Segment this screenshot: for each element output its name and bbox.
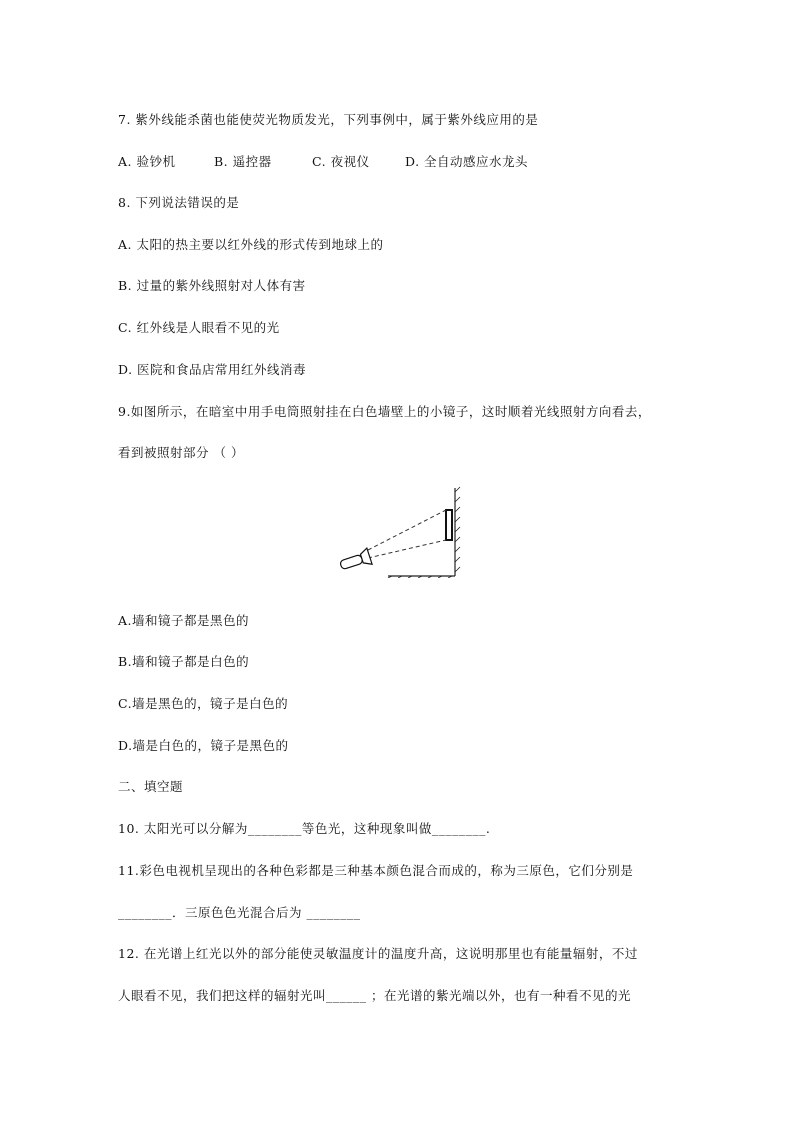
mirror [446, 510, 452, 540]
flashlight-mirror-figure [340, 486, 462, 578]
question-8-option-b: B. 过量的紫外线照射对人体有害 [118, 278, 306, 293]
question-7-option-d: D. 全自动感应水龙头 [405, 154, 529, 169]
question-9-option-d: D.墙是白色的，镜子是黑色的 [118, 738, 289, 753]
question-9-option-a: A.墙和镜子都是黑色的 [118, 613, 250, 628]
question-10: 10. 太阳光可以分解为________等色光，这种现象叫做________. [118, 821, 491, 836]
question-9-stem-line-2: 看到被照射部分 （ ） [118, 445, 244, 460]
question-7-options [118, 152, 528, 170]
question-8-stem: 8. 下列说法错误的是 [118, 195, 240, 210]
question-8-option-c: C. 红外线是人眼看不见的光 [118, 320, 280, 335]
question-8-option-a: A. 太阳的热主要以红外线的形式传到地球上的 [118, 237, 384, 252]
section-2-title: 二、填空题 [118, 779, 184, 794]
question-9-stem-line-1: 9.如图所示，在暗室中用手电筒照射挂在白色墙壁上的小镜子，这时顺着光线照射方向看去， [118, 404, 651, 419]
question-8-option-d: D. 医院和食品店常用红外线消毒 [118, 362, 307, 377]
question-11-line-2: ________．三原色色光混合后为 ________ [118, 905, 361, 920]
question-7-stem: 7. 紫外线能杀菌也能使荧光物质发光，下列事例中，属于紫外线应用的是 [118, 112, 539, 127]
wall-with-hatching [455, 487, 460, 576]
question-9-option-c: C.墙是黑色的，镜子是白色的 [118, 696, 289, 711]
question-7-option-b: B. 遥控器 [214, 154, 272, 169]
flashlight-icon [340, 548, 372, 573]
question-11-line-1: 11.彩色电视机呈现出的各种色彩都是三种基本颜色混合而成的，称为三原色，它们分别是 [118, 863, 634, 878]
floor-with-hatching [388, 576, 455, 578]
question-7-option-a: A. 验钞机 [118, 154, 176, 169]
question-7-option-c: C. 夜视仪 [312, 154, 370, 169]
question-12-line-1: 12. 在光谱上红光以外的部分能使灵敏温度计的温度升高，这说明那里也有能量辐射，不过 [118, 946, 638, 961]
light-beam [368, 510, 446, 558]
question-9-option-b: B.墙和镜子都是白色的 [118, 654, 250, 669]
question-12-line-2: 人眼看不见，我们把这样的辐射光叫______ ；在光谱的紫光端以外，也有一种看不见的光 [118, 988, 631, 1003]
